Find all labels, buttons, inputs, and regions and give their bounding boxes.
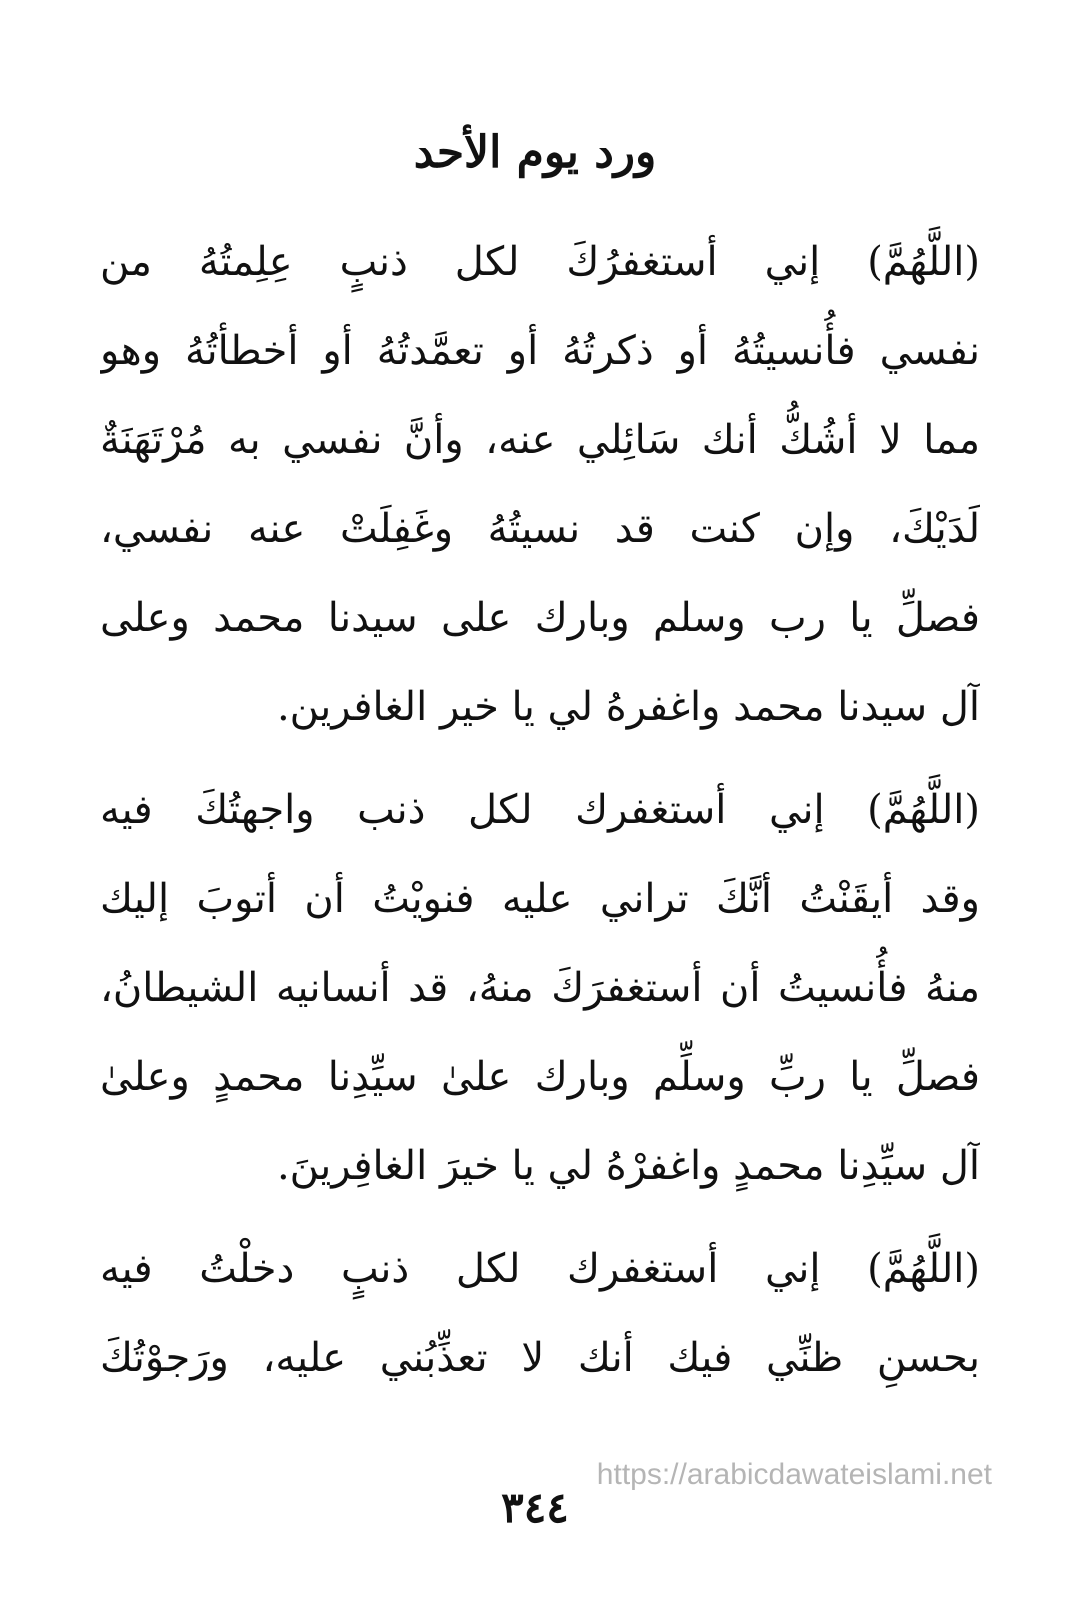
text-line: مما لا أشُكُّ أنك سَائِلي عنه، وأنَّ نفسي به مُرْتَهَنَةٌ: [100, 417, 980, 463]
page-number: ٣٤٤: [501, 1483, 569, 1532]
text-line: وقد أيقَنْتُ أنَّكَ تراني عليه فنويْتُ أن أتوبَ إليك: [100, 876, 980, 922]
text-line: نفسي فأُنسيتُهُ أو ذكرتُهُ أو تعمَّدتُهُ أو أخطأتُهُ وهو: [100, 328, 980, 374]
text-line: آل سيدنا محمد واغفرهُ لي يا خير الغافرين.: [276, 684, 980, 730]
text-line: فصلِّ يا ربِّ وسلِّم وبارك علىٰ سيِّدِنا محمدٍ وعلىٰ: [100, 1054, 980, 1100]
page-title: ورد يوم الأحد: [413, 127, 657, 178]
text-line: آل سيِّدِنا محمدٍ واغفرْهُ لي يا خيرَ الغافِرينَ.: [276, 1143, 980, 1189]
paragraph-2: [100, 766, 980, 1211]
text-line: لَدَيْكَ، وإن كنت قد نسيتُهُ وغَفِلَتْ عنه نفسي،: [100, 506, 980, 552]
text-line: (اللَّهُمَّ) إني أستغفرُكَ لكل ذنبٍ عِلِمتُهُ من: [100, 239, 980, 285]
body-text: [100, 218, 980, 1417]
text-line: فصلِّ يا رب وسلم وبارك على سيدنا محمد وعلى: [100, 595, 980, 641]
text-line: (اللَّهُمَّ) إني أستغفرك لكل ذنب واجهتُكَ فيه: [100, 787, 980, 833]
paragraph-1: [100, 218, 980, 752]
paragraph-3: [100, 1225, 980, 1403]
text-line: (اللَّهُمَّ) إني أستغفرك لكل ذنبٍ دخلْتُ فيه: [100, 1246, 980, 1292]
text-line: بحسنِ ظنِّي فيك أنك لا تعذِّبُني عليه، ورَجوْتُكَ: [100, 1335, 980, 1381]
watermark-url: https://arabicdawateislami.net: [596, 1458, 992, 1491]
text-line: منهُ فأُنسيتُ أن أستغفرَكَ منهُ، قد أنسانيه الشيطانُ،: [100, 965, 980, 1011]
